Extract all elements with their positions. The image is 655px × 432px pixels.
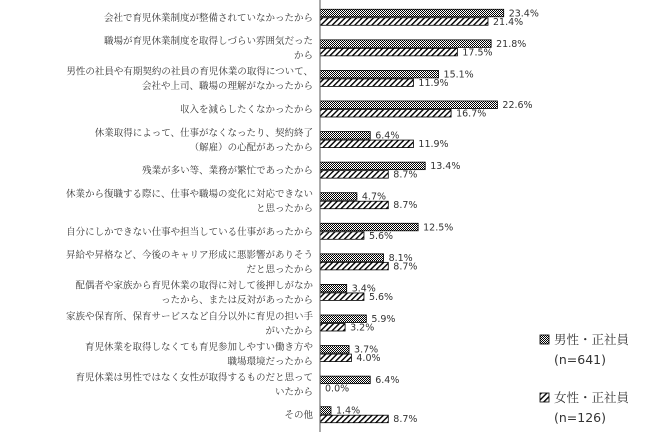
bar-male: [320, 70, 439, 78]
bar-male: [320, 162, 425, 170]
category-label: その他: [284, 410, 313, 422]
category-label: 自分にしかできない仕事や担当している仕事があったから: [66, 226, 313, 238]
category-label: 育児休業を取得しなくても育児参加しやすい働き方や職場環境だったから: [84, 341, 313, 368]
bar-female: [320, 262, 388, 270]
data-label: 16.7%: [456, 108, 487, 120]
data-label: 8.1%: [388, 252, 413, 264]
category-label: 配偶者や家族から育児休業の取得に対して後押しがなかったから、または反対があったから: [75, 280, 313, 307]
bar-male: [320, 346, 349, 354]
data-label: 12.5%: [423, 222, 454, 234]
category-label: 家族や保育所、保育サービスなど自分以外に育児の担い手がいたから: [65, 311, 313, 337]
data-label: 3.4%: [351, 283, 376, 295]
data-label: 11.9%: [418, 139, 449, 151]
data-label: 21.4%: [492, 16, 524, 28]
bar-male: [320, 223, 418, 231]
category-label: 収入を減らしたくなかったから: [179, 104, 313, 116]
data-label: 4.0%: [356, 353, 381, 365]
bar-female: [320, 171, 388, 179]
bar-female: [320, 18, 488, 26]
data-label: 6.4%: [375, 130, 400, 142]
data-label: 17.5%: [462, 47, 493, 59]
bar-male: [320, 193, 357, 201]
bars: [320, 9, 504, 422]
data-label: 11.9%: [418, 77, 449, 89]
bar-female: [320, 354, 351, 362]
bar-female: [320, 232, 364, 240]
data-label: 8.7%: [393, 200, 418, 212]
data-label: 21.8%: [496, 38, 527, 50]
category-label: 休業取得によって、仕事がなくなったり、契約終了（解雇）の心配があったから: [94, 127, 313, 154]
category-label: 職場が育児休業制度を取得しづらい雰囲気だったから: [103, 36, 313, 62]
data-label: 5.6%: [368, 291, 394, 303]
data-label: 3.2%: [350, 322, 375, 334]
data-label: 6.4%: [375, 375, 400, 387]
category-label: 昇給や昇格など、今後のキャリア形成に悪影響がありそうだと思ったから: [65, 250, 313, 276]
data-label: 3.7%: [354, 344, 379, 356]
legend-n-male: (n=641): [554, 352, 607, 367]
legend-swatch-male: [540, 335, 549, 344]
bar-male: [320, 254, 384, 262]
category-label: 休業から復職する際に、仕事や職場の変化に対応できないと思ったから: [65, 188, 313, 215]
data-label: 8.7%: [393, 261, 418, 273]
data-label: 0.0%: [325, 383, 350, 395]
bar-female: [320, 324, 345, 332]
category-labels: [66, 12, 314, 421]
bar-male: [320, 407, 331, 415]
data-label: 8.7%: [393, 414, 418, 426]
data-label: 8.7%: [393, 169, 418, 181]
bar-male: [320, 101, 497, 109]
data-label: 1.4%: [335, 405, 361, 417]
bar-male: [320, 132, 370, 140]
bar-male: [320, 376, 370, 384]
legend-swatch-female: [540, 393, 549, 402]
category-label: 育児休業は男性ではなく女性が取得するものだと思っていたから: [75, 372, 313, 398]
legend-n-female: (n=126): [554, 410, 607, 425]
category-label: 男性の社員や有期契約の社員の育児休業の取得について、会社や上司、職場の理解がなかったから: [66, 66, 313, 93]
data-label: 4.7%: [361, 191, 387, 203]
data-label: 13.4%: [430, 161, 461, 173]
category-label: 残業が多い等、業務が繁忙であったから: [142, 165, 313, 177]
bar-male: [320, 315, 366, 323]
bar-female: [320, 110, 451, 118]
legend-label-female: 女性・正社員: [554, 390, 630, 405]
legend: [540, 332, 630, 425]
category-label: 会社で育児休業制度が整備されていなかったから: [103, 12, 313, 24]
data-label: 22.6%: [502, 100, 533, 111]
data-label: 15.1%: [443, 69, 474, 81]
bar-female: [320, 48, 457, 56]
data-label: 5.9%: [371, 314, 396, 325]
bar-male: [320, 40, 491, 48]
bar-female: [320, 79, 413, 87]
bar-male: [320, 9, 504, 16]
data-label: 5.6%: [368, 230, 394, 242]
legend-label-male: 男性・正社員: [554, 332, 630, 347]
data-label: 23.4%: [508, 8, 539, 20]
bar-female: [320, 140, 413, 148]
bar-male: [320, 284, 347, 292]
